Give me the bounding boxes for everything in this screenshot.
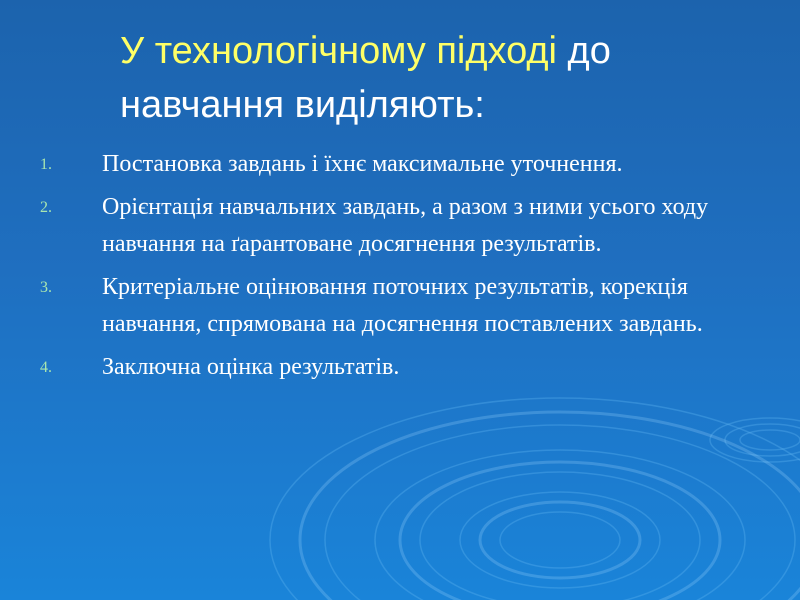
list-item-text: Орієнтація навчальних завдань, а разом з ними усього ходу навчання на ґарантоване досягнення результатів.	[102, 194, 709, 257]
list-item	[40, 269, 760, 343]
list-item-text: Заключна оцінка результатів.	[102, 354, 400, 380]
title-second-line: навчання виділяють:	[120, 84, 485, 126]
list-item	[40, 349, 760, 386]
list-number: 3.	[40, 279, 52, 296]
list-item-text: Постановка завдань і їхнє максимальне уточнення.	[102, 151, 623, 177]
list-item	[40, 189, 760, 263]
title-highlight: У технологічному підході	[120, 30, 557, 72]
list-number: 1.	[40, 156, 52, 173]
slide-title	[120, 24, 760, 132]
list-number: 4.	[40, 359, 52, 376]
title-continuation: до	[557, 30, 611, 72]
list-number: 2.	[40, 199, 52, 216]
list-item	[40, 146, 760, 183]
list-item-text: Критеріальне оцінювання поточних результатів, корекція навчання, спрямована на досягнення поставлених завдань.	[102, 274, 703, 337]
numbered-list	[40, 146, 760, 392]
